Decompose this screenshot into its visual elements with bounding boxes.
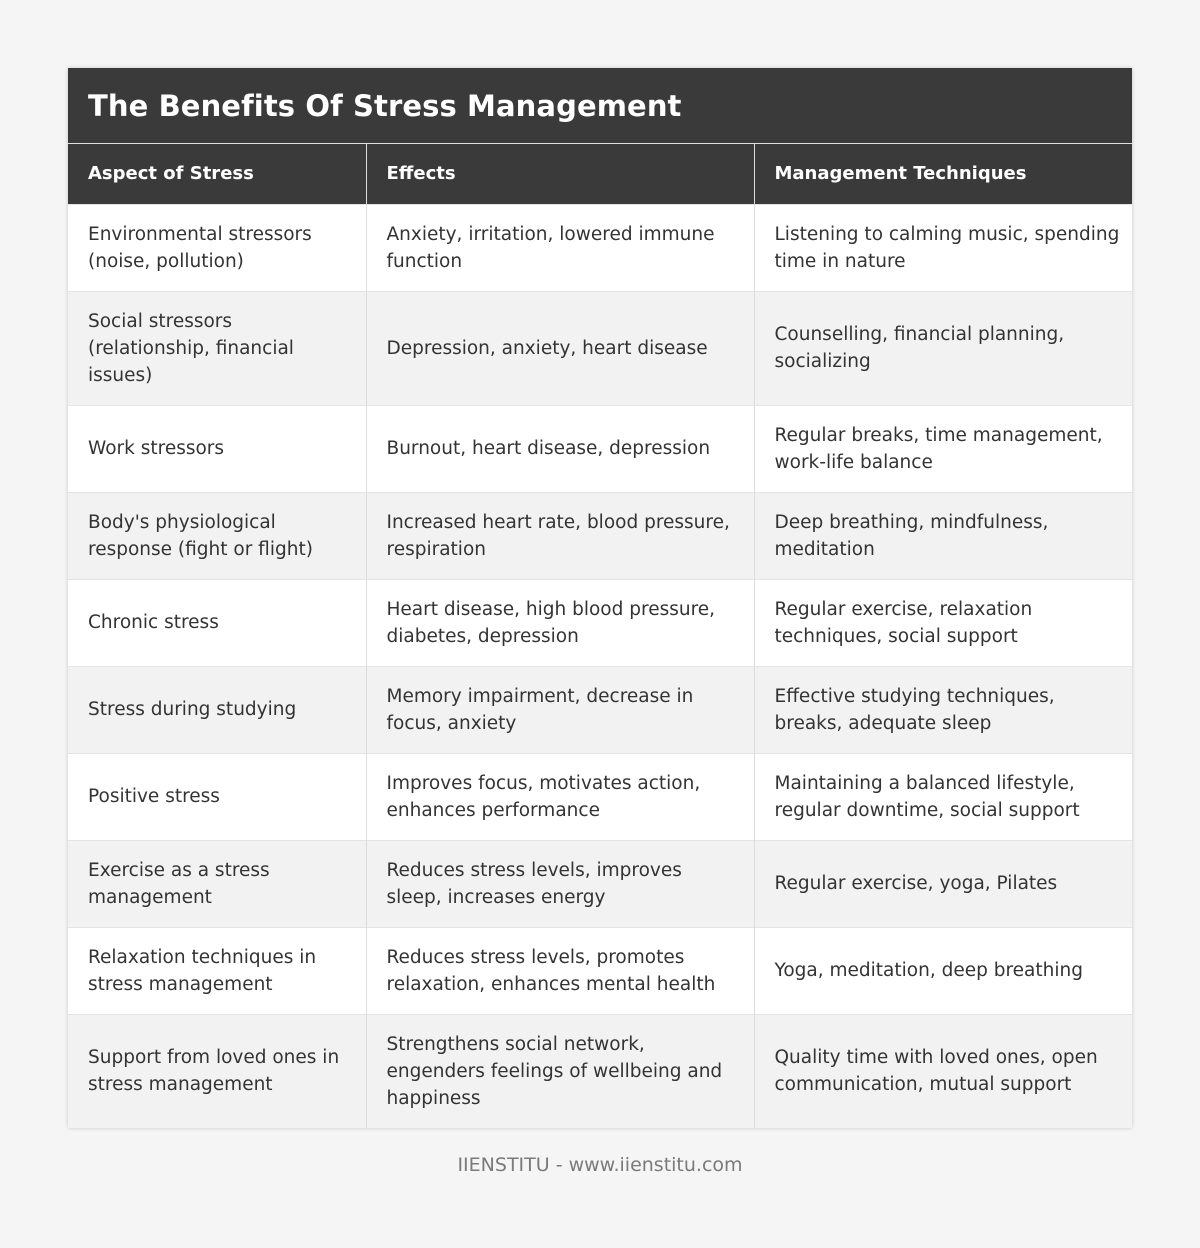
cell-effects: Heart disease, high blood pressure, diabetes, depression xyxy=(366,579,754,666)
cell-aspect: Stress during studying xyxy=(68,666,366,753)
cell-effects: Reduces stress levels, promotes relaxation, enhances mental health xyxy=(366,927,754,1014)
table-row xyxy=(68,1014,1132,1128)
cell-effects: Depression, anxiety, heart disease xyxy=(366,291,754,405)
cell-techniques: Effective studying techniques, breaks, adequate sleep xyxy=(754,666,1132,753)
page-title: The Benefits Of Stress Management xyxy=(88,88,682,123)
table-row xyxy=(68,492,1132,579)
table-row xyxy=(68,666,1132,753)
cell-techniques: Regular breaks, time management, work-life balance xyxy=(754,405,1132,492)
cell-techniques: Deep breathing, mindfulness, meditation xyxy=(754,492,1132,579)
column-header-effects: Effects xyxy=(366,144,754,204)
cell-effects: Improves focus, motivates action, enhances performance xyxy=(366,753,754,840)
cell-techniques: Regular exercise, relaxation techniques, social support xyxy=(754,579,1132,666)
cell-techniques: Regular exercise, yoga, Pilates xyxy=(754,840,1132,927)
header-row xyxy=(68,144,1132,204)
cell-effects: Memory impairment, decrease in focus, anxiety xyxy=(366,666,754,753)
cell-effects: Reduces stress levels, improves sleep, increases energy xyxy=(366,840,754,927)
title-bar xyxy=(68,68,1132,144)
cell-techniques: Listening to calming music, spending time in nature xyxy=(754,204,1132,291)
table-row xyxy=(68,927,1132,1014)
cell-aspect: Positive stress xyxy=(68,753,366,840)
cell-aspect: Support from loved ones in stress management xyxy=(68,1014,366,1128)
table-body xyxy=(68,204,1132,1128)
cell-techniques: Quality time with loved ones, open communication, mutual support xyxy=(754,1014,1132,1128)
table-header xyxy=(68,144,1132,204)
cell-aspect: Work stressors xyxy=(68,405,366,492)
table-row xyxy=(68,579,1132,666)
cell-aspect: Exercise as a stress management xyxy=(68,840,366,927)
stress-table xyxy=(68,144,1132,1128)
cell-techniques: Counselling, financial planning, socializing xyxy=(754,291,1132,405)
cell-effects: Burnout, heart disease, depression xyxy=(366,405,754,492)
cell-effects: Anxiety, irritation, lowered immune function xyxy=(366,204,754,291)
table-row xyxy=(68,204,1132,291)
table-row xyxy=(68,753,1132,840)
cell-techniques: Yoga, meditation, deep breathing xyxy=(754,927,1132,1014)
table-row xyxy=(68,291,1132,405)
cell-effects: Increased heart rate, blood pressure, respiration xyxy=(366,492,754,579)
cell-aspect: Relaxation techniques in stress management xyxy=(68,927,366,1014)
cell-aspect: Social stressors (relationship, financial issues) xyxy=(68,291,366,405)
cell-aspect: Chronic stress xyxy=(68,579,366,666)
column-header-techniques: Management Techniques xyxy=(754,144,1132,204)
footer-credit: IIENSTITU - www.iienstitu.com xyxy=(457,1154,743,1176)
cell-aspect: Body's physiological response (fight or flight) xyxy=(68,492,366,579)
cell-aspect: Environmental stressors (noise, pollution) xyxy=(68,204,366,291)
table-row xyxy=(68,840,1132,927)
cell-effects: Strengthens social network, engenders feelings of wellbeing and happiness xyxy=(366,1014,754,1128)
cell-techniques: Maintaining a balanced lifestyle, regular downtime, social support xyxy=(754,753,1132,840)
column-header-aspect: Aspect of Stress xyxy=(68,144,366,204)
table-row xyxy=(68,405,1132,492)
table-card xyxy=(68,68,1132,1128)
